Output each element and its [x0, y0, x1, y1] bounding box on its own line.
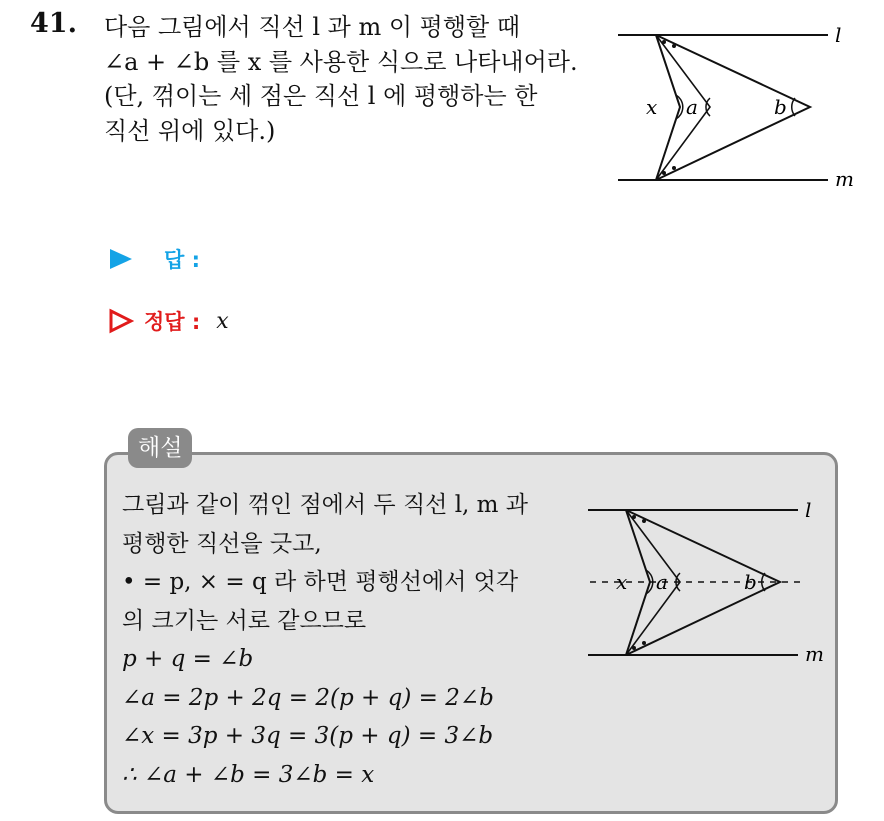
- problem-line-2: ∠a + ∠b 를 x 를 사용한 식으로 나타내어라.: [104, 47, 578, 76]
- explanation-line-4: 의 크기는 서로 같으므로: [122, 607, 367, 634]
- figure-angle-x: x: [646, 95, 658, 119]
- problem-line-3: (단, 꺾이는 세 점은 직선 l 에 평행하는 한: [104, 82, 538, 110]
- inner-bend: [656, 35, 680, 180]
- figure-angle-a: a: [656, 570, 668, 594]
- problem-number: 41.: [30, 8, 77, 39]
- bullet-mark: [672, 166, 676, 170]
- figure-label-l: l: [805, 498, 812, 522]
- figure-angle-a: a: [686, 95, 698, 119]
- bullet-mark: [662, 40, 666, 44]
- figure-label-m: m: [805, 642, 824, 666]
- angle-a-arc: [706, 98, 710, 116]
- correct-answer-value: x: [216, 308, 229, 334]
- figure-angle-b: b: [744, 570, 757, 594]
- bullet-mark: [662, 171, 666, 175]
- answer-row: [108, 244, 200, 274]
- middle-bend: [656, 35, 710, 180]
- explanation-line-1: 그림과 같이 꺾인 점에서 두 직선 l, m 과: [122, 492, 529, 518]
- explanation-line-2: 평행한 직선을 긋고,: [122, 530, 322, 557]
- angle-b-arc: [792, 98, 795, 116]
- play-filled-icon: [108, 247, 134, 271]
- outer-bend: [656, 35, 810, 180]
- correct-answer-row: [108, 306, 229, 336]
- figure-angle-b: b: [774, 95, 787, 119]
- figure-label-m: m: [835, 167, 854, 191]
- play-outline-icon: [108, 308, 134, 334]
- problem-text: [104, 10, 604, 148]
- correct-answer-label: 정답 :: [144, 310, 201, 334]
- explanation-line-3: • = p, × = q 라 하면 평행선에서 엇각: [122, 569, 519, 595]
- explanation-tag: 해설: [128, 428, 192, 468]
- bullet-mark: [672, 44, 676, 48]
- figure-angle-x: x: [616, 570, 628, 594]
- problem-line-4: 직선 위에 있다.): [104, 116, 276, 145]
- explanation-line-8: ∴ ∠a + ∠b = 3∠b = x: [122, 761, 375, 788]
- answer-label: 답 :: [164, 248, 200, 272]
- explanation-line-6: ∠a = 2p + 2q = 2(p + q) = 2∠b: [122, 684, 494, 711]
- explanation-text: [122, 486, 582, 794]
- explanation-line-5: p + q = ∠b: [122, 646, 254, 672]
- angle-x-arc: [676, 95, 683, 119]
- problem-line-1: 다음 그림에서 직선 l 과 m 이 평행할 때: [104, 13, 521, 41]
- explanation-line-7: ∠x = 3p + 3q = 3(p + q) = 3∠b: [122, 723, 494, 749]
- figure-label-l: l: [835, 23, 842, 47]
